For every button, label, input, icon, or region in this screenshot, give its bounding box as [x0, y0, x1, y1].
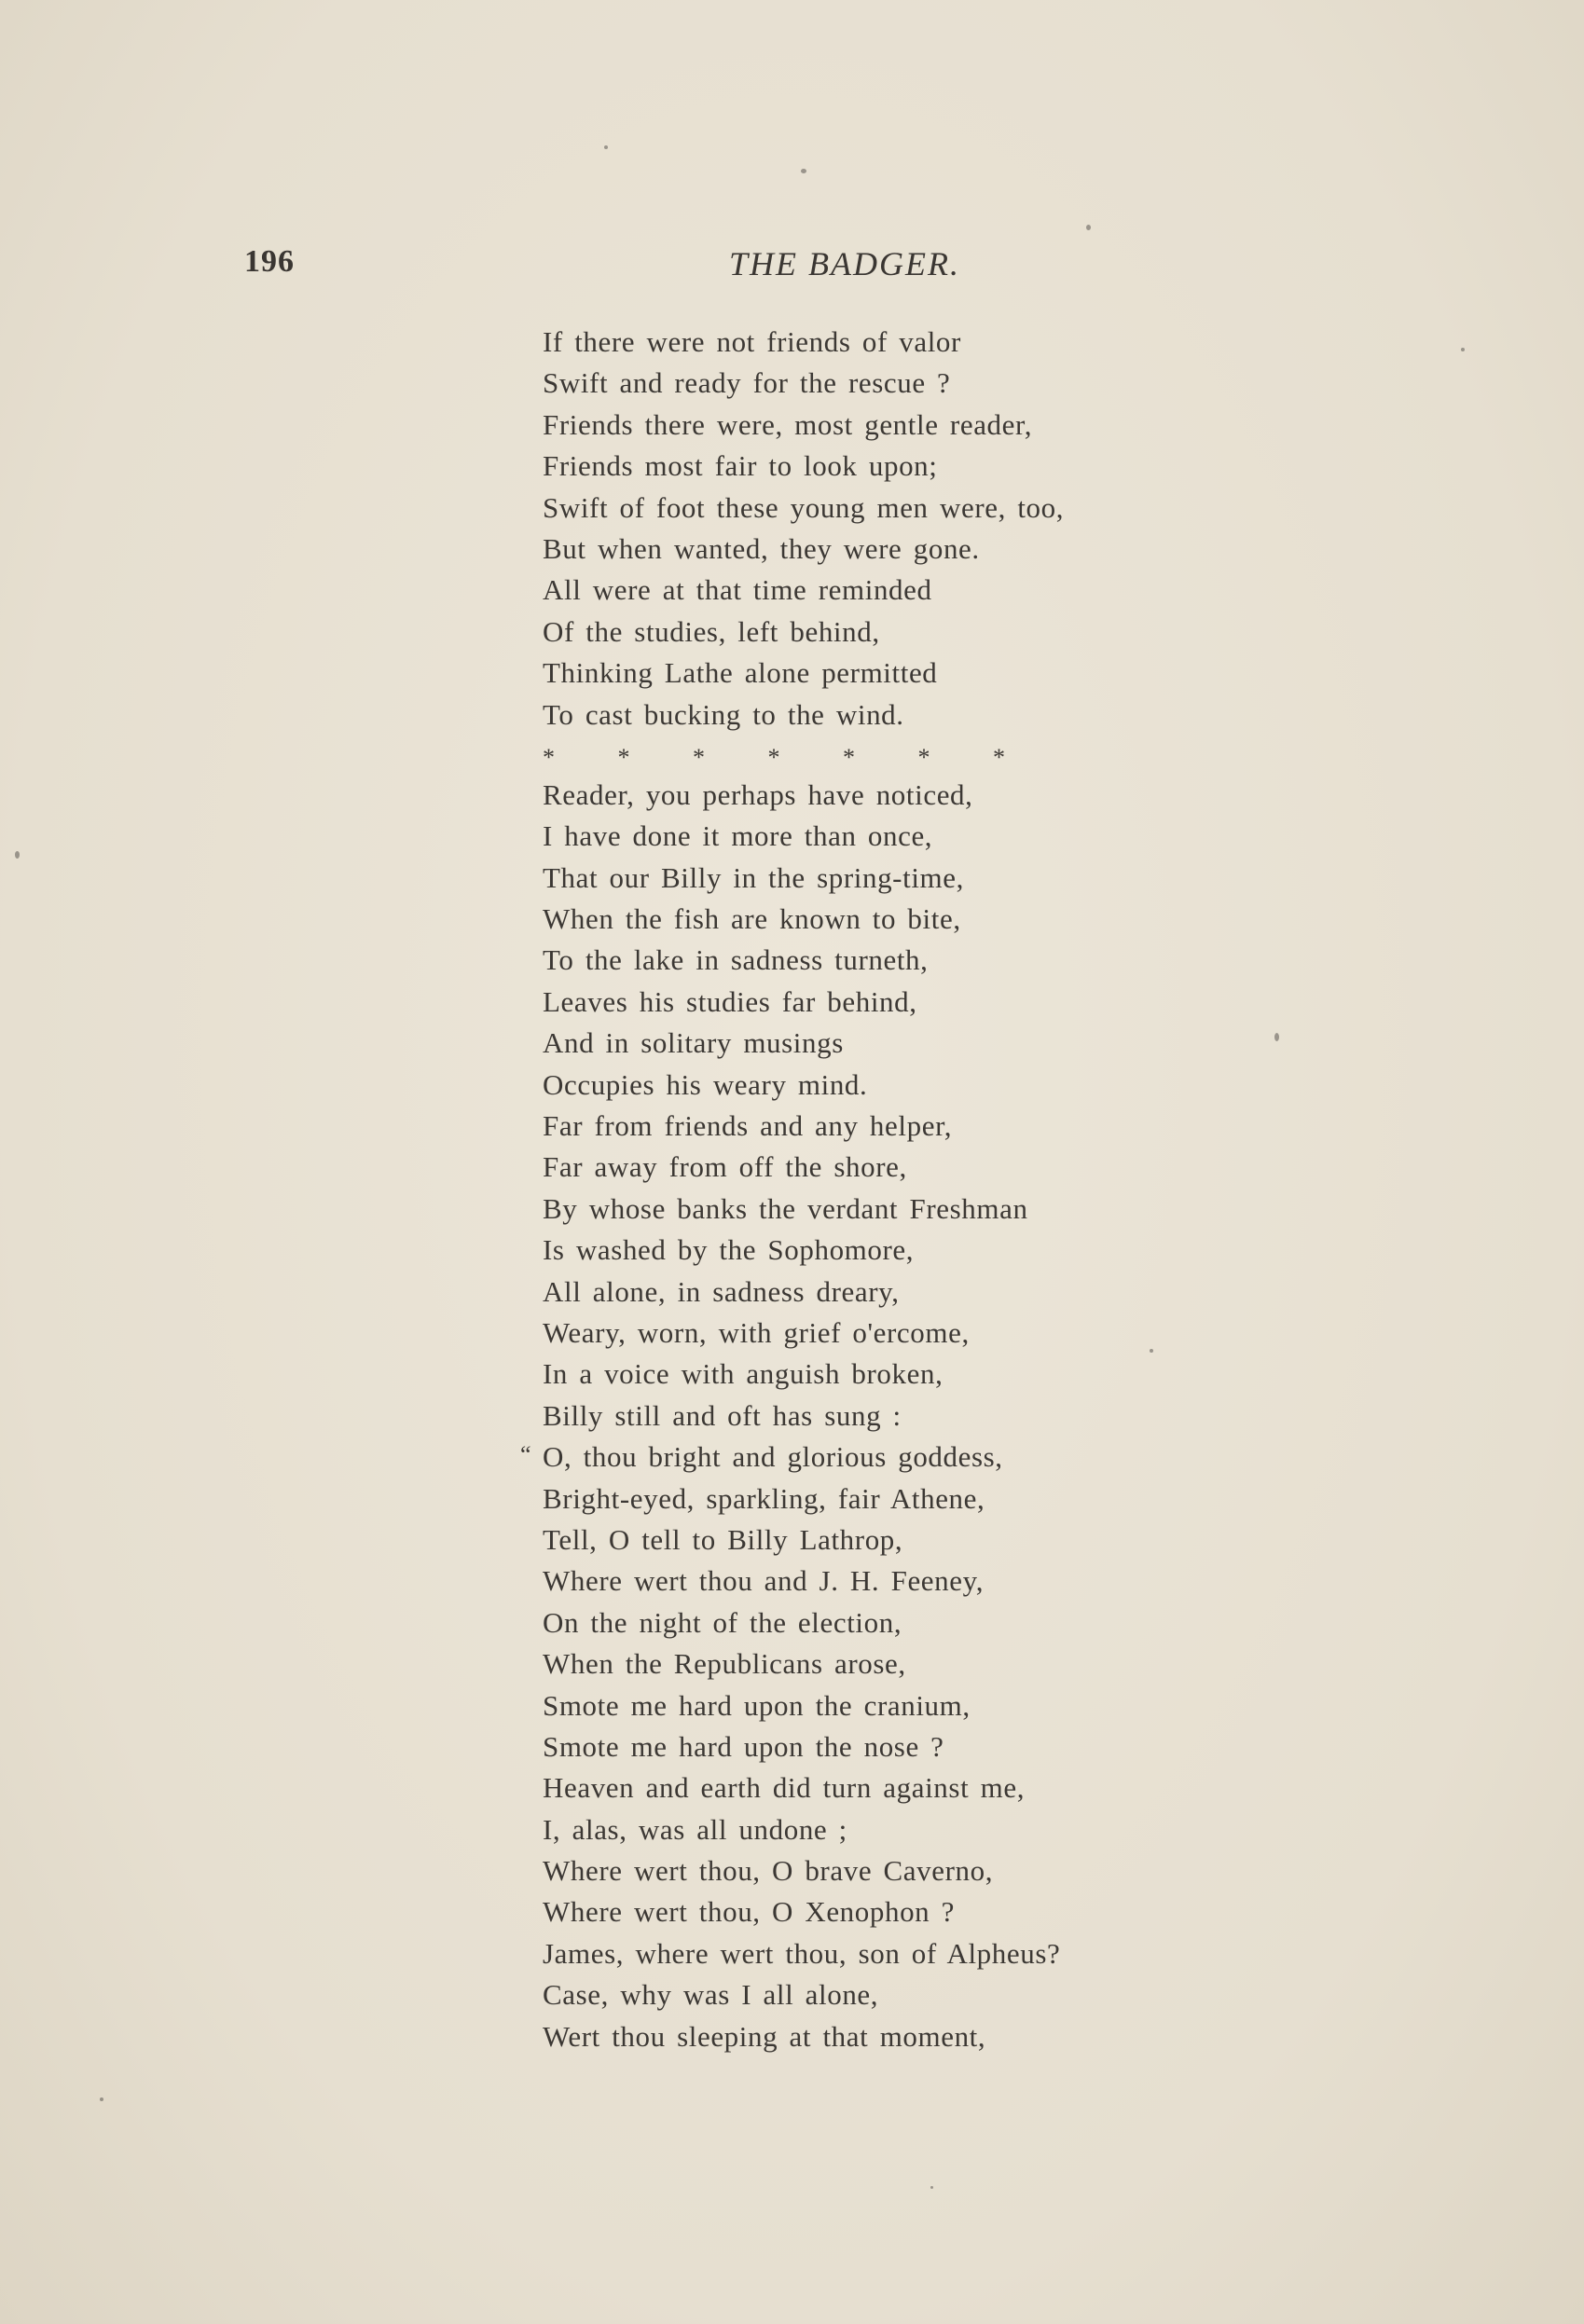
- poem-line: By whose banks the verdant Freshman: [543, 1191, 1028, 1225]
- poem-line: Thinking Lathe alone permitted: [543, 656, 938, 690]
- open-quotation-mark: “: [520, 1441, 532, 1469]
- poem-line: Smote me hard upon the nose ?: [543, 1729, 944, 1763]
- poem-line: Where wert thou, O brave Caverno,: [543, 1854, 994, 1888]
- poem-line: Weary, worn, with grief o'ercome,: [543, 1315, 970, 1349]
- paper-speck: [1086, 225, 1091, 230]
- poem-line: I, alas, was all undone ;: [543, 1812, 847, 1846]
- poem-line: Smote me hard upon the cranium,: [543, 1688, 971, 1722]
- page-header: [0, 244, 1584, 291]
- poem-line: Is washed by the Sophomore,: [543, 1233, 915, 1267]
- poem-line: Friends there were, most gentle reader,: [543, 407, 1033, 441]
- poem-line: To the lake in sadness turneth,: [543, 943, 929, 977]
- poem-line: All alone, in sadness dreary,: [543, 1274, 900, 1308]
- poem-line-text: O, thou bright and glorious goddess,: [543, 1440, 1003, 1474]
- poem-line: When the Republicans arose,: [543, 1647, 906, 1681]
- paper-speck: [930, 2186, 933, 2189]
- poem-line: Far away from off the shore,: [543, 1150, 907, 1184]
- asterisk: *: [993, 743, 1005, 771]
- poem-line: Tell, O tell to Billy Lathrop,: [543, 1522, 903, 1556]
- poem-line: Swift and ready for the rescue ?: [543, 366, 951, 400]
- paper-speck: [15, 851, 20, 859]
- section-break: [543, 736, 1475, 775]
- asterisk: *: [843, 743, 855, 771]
- poem-line: Occupies his weary mind.: [543, 1067, 868, 1101]
- poem-text: [520, 322, 1475, 2057]
- asterisk: *: [767, 743, 780, 771]
- poem-line: To cast bucking to the wind.: [543, 697, 904, 731]
- poem-line: Case, why was I all alone,: [543, 1978, 879, 2012]
- asterisk: *: [543, 743, 555, 771]
- poem-line: Wert thou sleeping at that moment,: [543, 2019, 986, 2053]
- poem-line: In a voice with anguish broken,: [543, 1357, 944, 1391]
- paper-speck: [1150, 1349, 1153, 1353]
- paper-speck: [604, 145, 608, 149]
- paper-speck: [1461, 348, 1465, 351]
- poem-line: Where wert thou and J. H. Feeney,: [543, 1564, 985, 1598]
- asterisk: *: [693, 743, 705, 771]
- paper-speck: [801, 169, 806, 173]
- poem-line: James, where wert thou, son of Alpheus?: [543, 1936, 1061, 1970]
- asterisk: *: [617, 743, 630, 771]
- poem-line: And in solitary musings: [543, 1026, 844, 1060]
- poem-line: Billy still and oft has sung :: [543, 1398, 902, 1432]
- poem-line: Far from friends and any helper,: [543, 1109, 953, 1143]
- poem-line: Friends most fair to look upon;: [543, 449, 938, 483]
- poem-line: All were at that time reminded: [543, 573, 932, 607]
- poem-line: Of the studies, left behind,: [543, 614, 880, 648]
- poem-line: Heaven and earth did turn against me,: [543, 1771, 1026, 1805]
- poem-line: Reader, you perhaps have noticed,: [543, 777, 973, 811]
- poem-line: Bright-eyed, sparkling, fair Athene,: [543, 1481, 985, 1515]
- poem-line: When the fish are known to bite,: [543, 902, 961, 936]
- poem-line: If there were not friends of valor: [543, 325, 961, 358]
- poem-line: Where wert thou, O Xenophon ?: [543, 1895, 955, 1929]
- poem-line: On the night of the election,: [543, 1605, 902, 1639]
- poem-line: Swift of foot these young men were, too,: [543, 490, 1065, 524]
- page-number: 196: [244, 244, 295, 279]
- poem-line-quoted-start: [520, 1437, 1475, 1478]
- poem-line: I have done it more than once,: [543, 819, 933, 853]
- running-title: THE BADGER.: [729, 245, 960, 282]
- asterisk: *: [917, 743, 930, 771]
- paper-speck: [100, 2097, 103, 2101]
- poem-line: But when wanted, they were gone.: [543, 531, 980, 565]
- poem-line: That our Billy in the spring-time,: [543, 860, 964, 894]
- paper-speck: [1274, 1033, 1279, 1041]
- poem-line: Leaves his studies far behind,: [543, 984, 917, 1018]
